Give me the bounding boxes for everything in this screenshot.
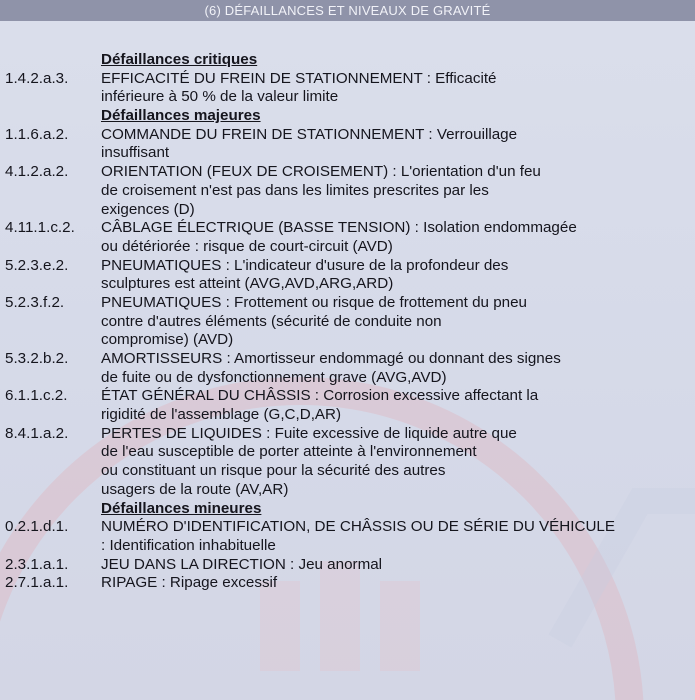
defect-text: exigences (D) [101,200,195,218]
defect-text: JEU DANS LA DIRECTION : Jeu anormal [101,555,383,573]
section-title: (6) DÉFAILLANCES ET NIVEAUX DE GRAVITÉ [204,3,491,18]
defect-continuation-row [0,331,695,350]
defect-code: 6.1.1.c.2. [5,387,68,405]
defect-text: de croisement n'est pas dans les limites prescrites par les [101,181,489,199]
defect-row [0,70,695,89]
defect-row [0,556,695,575]
defect-continuation-row [0,481,695,500]
defect-continuation-row [0,88,695,107]
defect-text: : Identification inhabituelle [101,536,276,554]
defect-row [0,126,695,145]
defect-continuation-row [0,462,695,481]
defect-continuation-row [0,182,695,201]
defect-continuation-row [0,313,695,332]
defect-code: 2.3.1.a.1. [5,555,69,573]
defect-continuation-row [0,537,695,556]
defect-code: 8.4.1.a.2. [5,424,69,442]
defect-row [0,518,695,537]
defect-row [0,574,695,593]
section-header [0,0,695,21]
defect-text: rigidité de l'assemblage (G,C,D,AR) [101,406,342,424]
defect-row [0,425,695,444]
defect-text: RIPAGE : Ripage excessif [101,574,278,592]
defect-text: ou détériorée : risque de court-circuit (AVD) [101,237,393,255]
defect-text: ou constituant un risque pour la sécurité des autres [101,462,446,480]
defect-row [0,219,695,238]
defect-text: PNEUMATIQUES : Frottement ou risque de frottement du pneu [101,293,527,311]
severity-heading: Défaillances critiques [101,51,258,68]
defect-row [0,350,695,369]
defect-code: 0.2.1.d.1. [5,518,69,536]
defect-text: CÂBLAGE ÉLECTRIQUE (BASSE TENSION) : Isolation endommagée [101,219,577,237]
defect-text: PNEUMATIQUES : L'indicateur d'usure de la profondeur des [101,256,509,274]
defect-text: de l'eau susceptible de porter atteinte à l'environnement [101,443,477,461]
severity-heading-row [0,107,695,126]
defect-text: ORIENTATION (FEUX DE CROISEMENT) : L'orientation d'un feu [101,163,541,181]
defect-row [0,163,695,182]
defect-code: 2.7.1.a.1. [5,574,69,592]
defect-row [0,387,695,406]
severity-heading: Défaillances majeures [101,107,261,125]
defect-code: 5.3.2.b.2. [5,350,69,367]
defect-text: sculptures est atteint (AVG,AVD,ARG,ARD) [101,275,394,293]
defect-continuation-row [0,406,695,425]
severity-heading-row [0,51,695,70]
defect-code: 4.11.1.c.2. [5,219,75,237]
defect-continuation-row [0,275,695,294]
defect-code: 1.4.2.a.3. [5,69,69,87]
defect-code: 5.2.3.f.2. [5,293,65,311]
defect-continuation-row [0,443,695,462]
defect-text: de fuite ou de dysfonctionnement grave (AVG,AVD) [101,368,447,386]
defects-list [0,51,695,593]
defect-code: 4.1.2.a.2. [5,163,69,181]
defect-row [0,257,695,276]
defect-text: compromise) (AVD) [101,331,234,349]
defect-text: COMMANDE DU FREIN DE STATIONNEMENT : Verrouillage [101,125,518,143]
severity-heading-row [0,500,695,519]
defect-text: inférieure à 50 % de la valeur limite [101,88,339,106]
defect-text: usagers de la route (AV,AR) [101,480,289,498]
defect-code: 1.1.6.a.2. [5,125,69,143]
defect-text: NUMÉRO D'IDENTIFICATION, DE CHÂSSIS OU DE SÉRIE DU VÉHICULE [101,518,615,536]
defect-text: EFFICACITÉ DU FREIN DE STATIONNEMENT : Efficacité [101,69,497,87]
defect-text: insuffisant [101,144,170,162]
severity-heading: Défaillances mineures [101,499,262,517]
defect-continuation-row [0,201,695,220]
defect-text: ÉTAT GÉNÉRAL DU CHÂSSIS : Corrosion excessive affectant la [101,387,539,405]
defect-text: PERTES DE LIQUIDES : Fuite excessive de liquide autre que [101,424,517,442]
defect-row [0,294,695,313]
defect-code: 5.2.3.e.2. [5,256,69,274]
defect-text: AMORTISSEURS : Amortisseur endommagé ou donnant des signes [101,350,561,367]
defect-continuation-row [0,238,695,257]
defect-continuation-row [0,144,695,163]
defect-text: contre d'autres éléments (sécurité de conduite non [101,312,442,330]
defect-continuation-row [0,369,695,388]
